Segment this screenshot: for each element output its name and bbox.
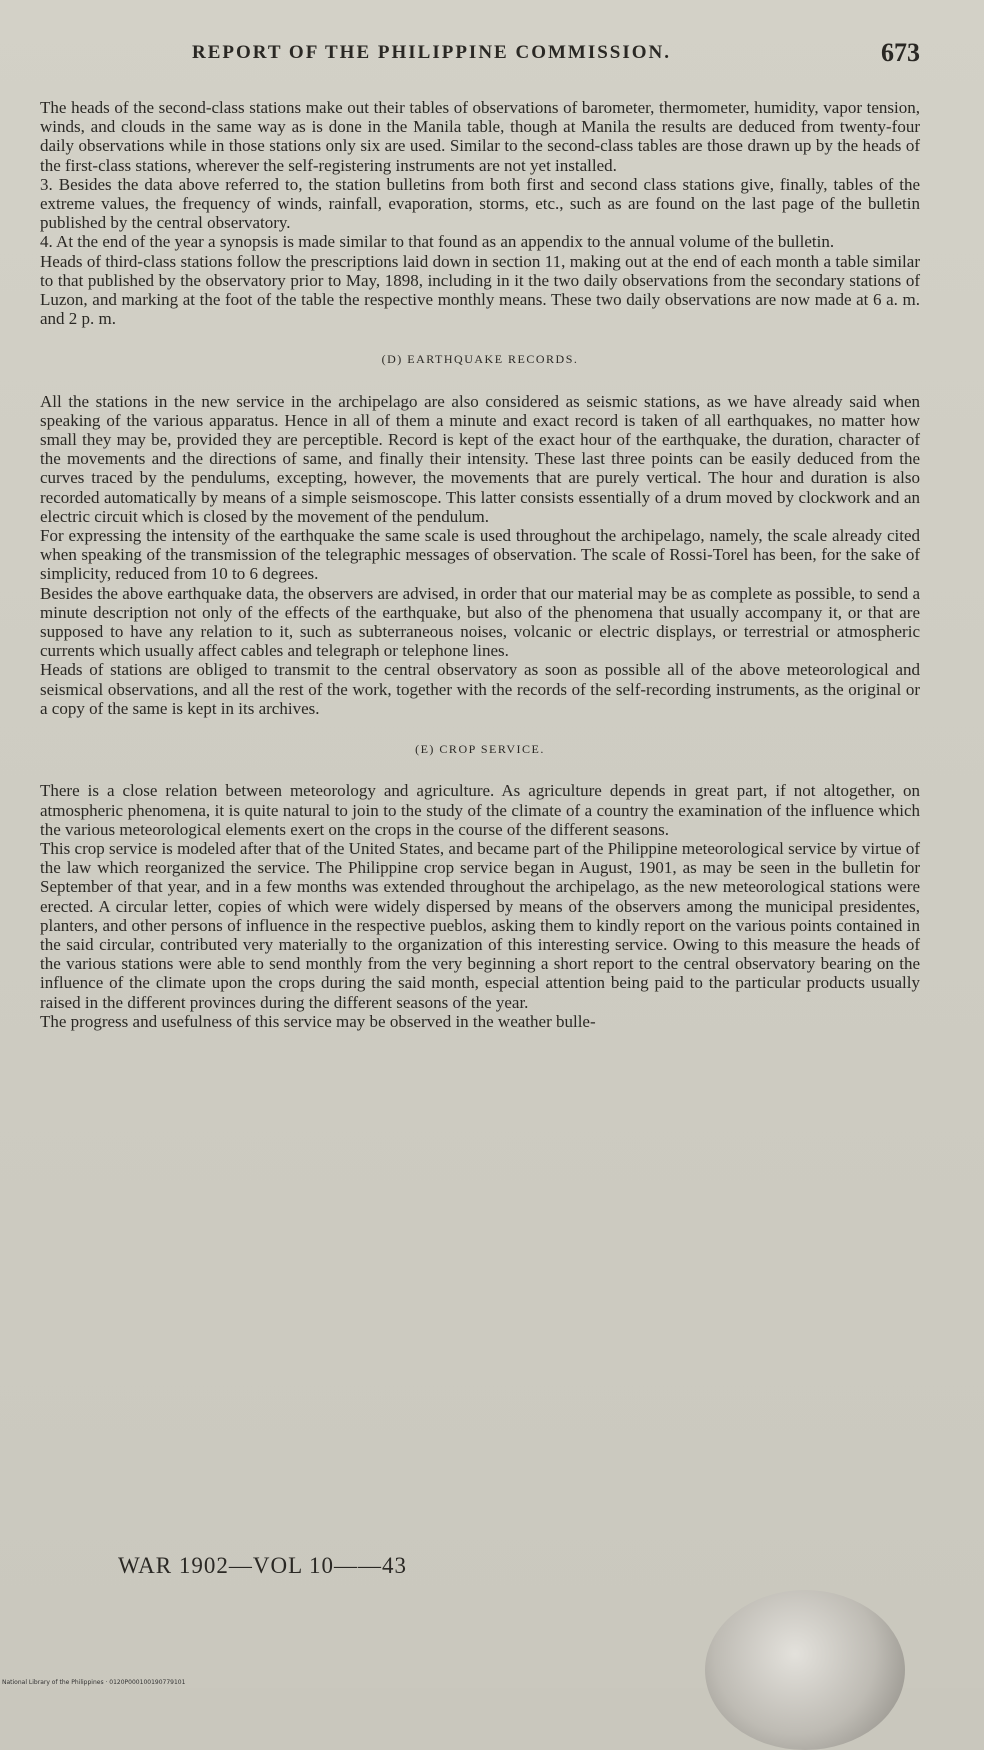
section-heading-earthquake: (D) EARTHQUAKE RECORDS. — [381, 352, 579, 367]
section-heading-crop-service: (E) CROP SERVICE. — [415, 742, 545, 757]
page-body — [40, 98, 920, 1031]
paragraph: The heads of the second-class stations make out their tables of observations of barometer, thermometer, humidity, vapor tension, winds, and clouds in the same way as is done in the Manila table, though at Manila the results are deduced from twenty-four daily observations while in those stations only six are used. Similar to the second-class tables are those drawn up by the heads of the first-class stations, wherever the self-registering instruments are not yet installed. — [40, 98, 920, 175]
paragraph: There is a close relation between meteorology and agriculture. As agriculture depends in great part, if not altogether, on atmospheric phenomena, it is quite natural to join to the study of the climate of a country the examination of the influence which the various meteorological elements exert on the crops in the course of the different seasons. — [40, 781, 920, 839]
page-number: 673 — [881, 38, 920, 67]
paragraph: This crop service is modeled after that of the United States, and became part of the Philippine meteorological service by virtue of the law which reorganized the service. The Philippine crop service began in August, 1901, as may be seen in the bulletin for September of that year, and in a few months was extended throughout the archipelago, as the new meteorological stations were erected. A circular letter, copies of which were widely dispersed by means of the observers among the municipal presidentes, planters, and other persons of influence in the respective pueblos, asking them to kindly report on the various points contained in the said circular, contributed very materially to the organization of this interesting service. Owing to this measure the heads of the various stations were able to send monthly from the very beginning a short report to the central observatory bearing on the influence of the climate upon the crops during the said month, especial attention being paid to the particular products usually raised in the different provinces during the different seasons of the year. — [40, 838, 920, 1012]
paragraph: Heads of third-class stations follow the prescriptions laid down in section 11, making out at the end of each month a table similar to that published by the observatory prior to May, 1898, including in it the two daily observations from the secondary stations of Luzon, and marking at the foot of the table the respective monthly means. These two daily observations are now made at 6 a. m. and 2 p. m. — [40, 251, 920, 329]
paragraph: Heads of stations are obliged to transmit to the central observatory as soon as possible all of the above meteorological and seismical observations, and all the rest of the work, together with the records of the self-recording instruments, as the original or a copy of the same is kept in its archives. — [40, 660, 920, 718]
paragraph: For expressing the intensity of the earthquake the same scale is used throughout the archipelago, namely, the scale already cited when speaking of the transmission of the telegraphic messages of observation. The scale of Rossi-Torel has been, for the sake of simplicity, reduced from 10 to 6 degrees. — [40, 526, 920, 584]
paragraph: 3. Besides the data above referred to, the station bulletins from both first and second class stations give, finally, tables of the extreme values, the frequency of winds, rainfall, evaporation, storms, etc., such as are found on the last page of the bulletin published by the central observatory. — [40, 174, 920, 233]
scan-stamp: National Library of the Philippines · 0120P000100190779101 — [2, 1679, 186, 1686]
signature-mark: WAR 1902—VOL 10——43 — [118, 1553, 408, 1578]
paragraph: The progress and usefulness of this service may be observed in the weather bulle- — [40, 1011, 596, 1031]
paragraph: 4. At the end of the year a synopsis is made similar to that found as an appendix to the annual volume of the bulletin. — [40, 232, 835, 252]
page-header — [40, 38, 920, 74]
scanner-thumb-shadow — [705, 1590, 905, 1750]
running-title: REPORT OF THE PHILIPPINE COMMISSION. — [192, 42, 672, 63]
paragraph: Besides the above earthquake data, the observers are advised, in order that our material may be as complete as possible, to send a minute description not only of the effects of the earthquake, but also of the phenomena that usually accompany it, or that are supposed to have any relation to it, such as subterraneous noises, volcanic or electric displays, or terrestrial or atmospheric currents which usually affect cables and telegraph or telephone lines. — [40, 583, 920, 661]
paragraph: All the stations in the new service in the archipelago are also considered as seismic stations, as we have already said when speaking of the various apparatus. Hence in all of them a minute and exact record is taken of all earthquakes, no matter how small they may be, provided they are perceptible. Record is kept of the exact hour of the earthquake, the duration, character of the movements and the directions of same, and finally their intensity. These last three points can be easily deduced from the curves traced by the pendulums, excepting, however, the movements that are purely vertical. The hour and duration is also recorded automatically by means of a simple seismoscope. This latter consists essentially of a drum moved by clockwork and an electric circuit which is closed by the movement of the pendulum. — [40, 391, 920, 526]
